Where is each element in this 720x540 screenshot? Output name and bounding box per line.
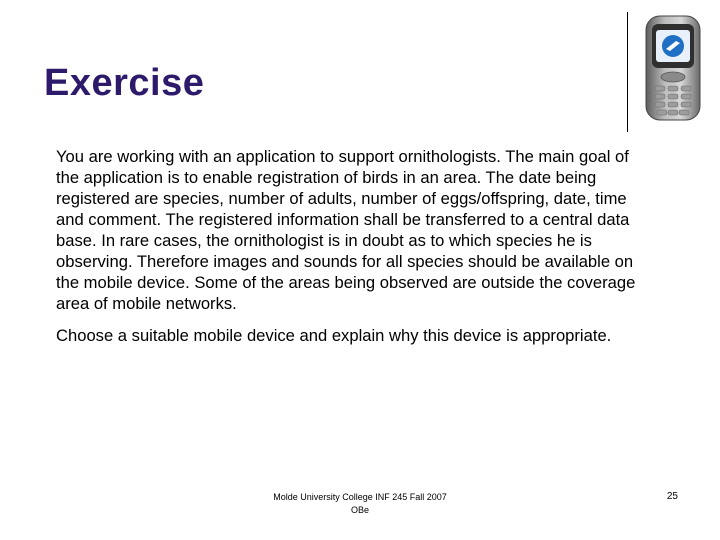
- exercise-question: Choose a suitable mobile device and explain why this device is appropriate.: [56, 326, 612, 345]
- exercise-body: [56, 146, 636, 346]
- mobile-phone-icon: [640, 14, 706, 124]
- exercise-paragraph: You are working with an application to support ornithologists. The main goal of the application is to enable registration of birds in an area. The date being registered are species, number of adults, number of eggs/offspring, date, time and comment. The registered information shall be transferred to a central data base. In rare cases, the ornithologist is in doubt as to which species he is observing. Therefore images and sounds for all species should be available on the mobile device. Some of the areas being observed are outside the coverage area of mobile networks.: [56, 147, 636, 313]
- divider-line: [627, 12, 628, 132]
- footer-course: Molde University College INF 245 Fall 2007: [273, 492, 447, 502]
- slide-title: Exercise: [44, 62, 205, 104]
- page-number: 25: [666, 491, 678, 502]
- footer-author: OBe: [350, 505, 369, 515]
- slide-footer: [230, 491, 490, 517]
